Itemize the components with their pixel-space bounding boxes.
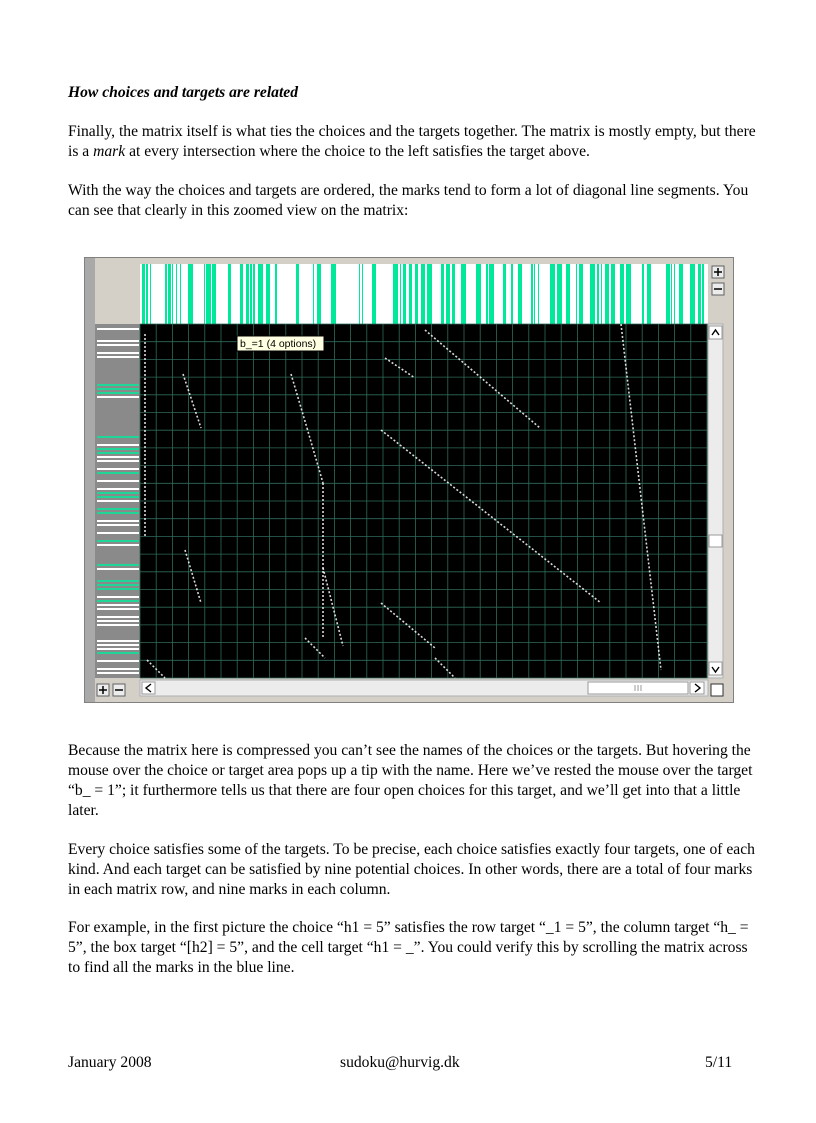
scroll-left-button <box>142 682 155 694</box>
zoom-out-top-button[interactable] <box>712 283 724 295</box>
scroll-up-button <box>709 326 722 339</box>
matrix-view <box>85 258 733 702</box>
paragraph-marks: Every choice satisfies some of the targets. To be precise, each choice satisfies exactly four targets, one of each kind. And each target can be satisfied by nine potential choices. In other words, there are a total of four marks in each matrix row, and nine marks in each column. <box>68 841 755 898</box>
tooltip-text: b_=1 (4 options) <box>240 338 317 350</box>
vertical-scroll-thumb <box>709 535 722 547</box>
mark-term: mark <box>93 143 126 160</box>
zoom-in-top-button[interactable] <box>712 266 724 278</box>
paragraph-intro <box>68 122 758 162</box>
zoom-in-bottom-button[interactable] <box>97 684 109 696</box>
tooltip <box>237 336 324 351</box>
paragraph-diagonals: With the way the choices and targets are ordered, the marks tend to form a lot of diagonal line segments. You can see that clearly in this zoomed view on the matrix: <box>68 182 749 219</box>
matrix-screenshot <box>84 257 734 703</box>
horizontal-scrollbar[interactable] <box>140 680 708 696</box>
footer-page: 5/11 <box>705 1054 733 1071</box>
vertical-scrollbar[interactable] <box>708 324 723 678</box>
footer-date: January 2008 <box>68 1054 152 1071</box>
footer-email: sudoku@hurvig.dk <box>340 1054 460 1071</box>
paragraph-example: For example, in the first picture the choice “h1 = 5” satisfies the row target “_1 = 5”, the column target “h_ = 5”, the box target “[h2] = 5”, and the cell target “h1 = _”. You could verify this by scrolling the matrix across to find all the marks in the blue line. <box>68 919 749 976</box>
paragraph-intro-text-b: at every intersection where the choice to the left satisfies the target above. <box>125 143 590 160</box>
paragraph-hover: Because the matrix here is compressed you can’t see the names of the choices or the targets. But hovering the mouse over the choice or target area pops up a tip with the name. Here we’ve rested the mouse over the target “b_ = 1”; it furthermore tells us that there are four open choices for this target, and we’ll get into that a little later. <box>68 742 753 819</box>
section-heading: How choices and targets are related <box>68 84 298 101</box>
zoom-out-bottom-button[interactable] <box>113 684 125 696</box>
corner-box <box>711 684 723 696</box>
paragraph-intro-text-a: Finally, the matrix itself is what ties the choices and the targets together. The matrix is mostly empty, but there is a <box>68 123 756 160</box>
scroll-right-button <box>690 682 704 694</box>
